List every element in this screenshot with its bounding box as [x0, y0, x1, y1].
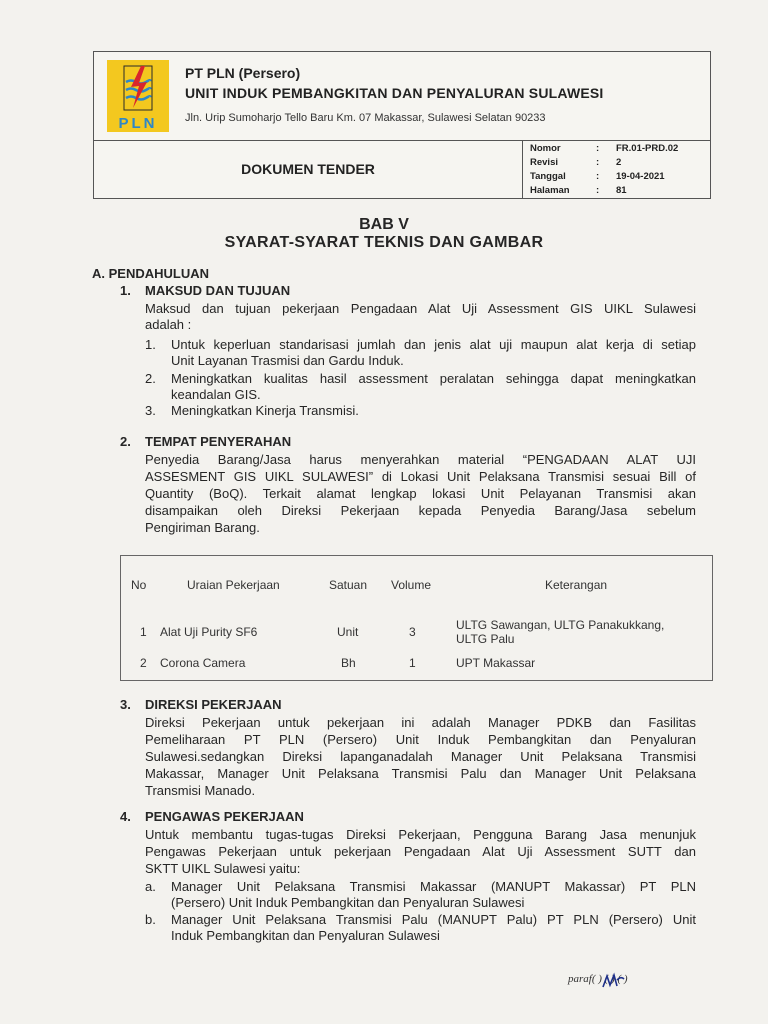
subsection-number: 4.	[120, 809, 131, 824]
table-cell-keterangan: UPT Makassar	[456, 656, 536, 670]
meta-value: FR.01-PRD.02	[616, 143, 679, 154]
header-document-row	[94, 140, 710, 198]
meta-colon: :	[596, 143, 600, 154]
subsection-number: 1.	[120, 283, 131, 298]
list-item-line: Manager Unit Pelaksana Transmisi Makassar (MANUPT Makassar) PT PLN	[171, 879, 696, 894]
list-number: 2.	[145, 371, 156, 386]
section-heading: A. PENDAHULUAN	[92, 266, 209, 281]
meta-key: Nomor	[530, 143, 561, 154]
list-item-line: Meningkatkan Kinerja Transmisi.	[171, 403, 359, 418]
paragraph-line: adalah :	[145, 317, 192, 332]
paragraph-line: Untuk membantu tugas-tugas Direksi Pekerjaan, Pengguna Barang Jasa menunjuk	[145, 827, 696, 842]
list-item-line: keandalan GIS.	[171, 387, 261, 402]
signature-icon	[600, 970, 626, 992]
list-number: 1.	[145, 337, 156, 352]
chapter-number: BAB V	[359, 216, 409, 233]
paragraph-line: SKTT UIKL Sulawesi yaitu:	[145, 861, 301, 876]
paragraph-line: Makassar, Manager Unit Pelaksana Transmisi Palu dan Manager Unit Pelaksana	[145, 766, 696, 781]
paragraph-line: Transmisi Manado.	[145, 783, 256, 798]
list-item-line: (Persero) Unit Induk Pembangkitan dan Penyaluran Sulawesi	[171, 895, 525, 910]
list-item-line: Manager Unit Pelaksana Transmisi Palu (MANUPT Palu) PT PLN (Persero) Unit	[171, 912, 696, 927]
paragraph-line: Direksi Pekerjaan untuk pekerjaan ini adalah Manager PDKB dan Fasilitas	[145, 715, 696, 730]
paragraph-line: Sulawesi.sedangkan Direksi lapanganadalah Manager Unit Pelaksana Transmisi	[145, 749, 696, 764]
meta-colon: :	[596, 171, 600, 182]
meta-key: Tanggal	[530, 171, 566, 182]
unit-name: UNIT INDUK PEMBANGKITAN DAN PENYALURAN SULAWESI	[185, 85, 604, 101]
company-address: Jln. Urip Sumoharjo Tello Baru Km. 07 Makassar, Sulawesi Selatan 90233	[185, 112, 546, 124]
table-cell-uraian: Corona Camera	[160, 656, 246, 670]
table-header-uraian: Uraian Pekerjaan	[187, 578, 280, 592]
list-letter: b.	[145, 912, 156, 927]
meta-colon: :	[596, 157, 600, 168]
paragraph-line: ASSESMENT GIS UIKL SULAWESI” di Lokasi Unit Pelaksana Transmisi sesuai Bill of	[145, 469, 696, 484]
chapter-title: SYARAT-SYARAT TEKNIS DAN GAMBAR	[224, 234, 544, 251]
paragraph-line: disampaikan oleh Direksi Pekerjaan kepada Penyedia Barang/Jasa sebelum	[145, 503, 696, 518]
paragraph-line: Penyedia Barang/Jasa harus menyerahkan material “PENGADAAN ALAT UJI	[145, 452, 696, 467]
meta-value: 81	[616, 185, 627, 196]
paragraph-line: Maksud dan tujuan pekerjaan Pengadaan Alat Uji Assessment GIS UIKL Sulawesi	[145, 301, 696, 316]
subsection-number: 3.	[120, 697, 131, 712]
subsection-title: PENGAWAS PEKERJAAN	[145, 809, 304, 824]
table-cell-satuan: Unit	[337, 625, 359, 639]
document-title: DOKUMEN TENDER	[94, 140, 523, 198]
list-item-line: Unit Layanan Trasmisi dan Gardu Induk.	[171, 353, 404, 368]
pln-logo	[107, 60, 169, 132]
meta-key: Revisi	[530, 157, 558, 168]
company-name: PT PLN (Persero)	[185, 65, 301, 81]
subsection-title: DIREKSI PEKERJAAN	[145, 697, 282, 712]
meta-value: 2	[616, 157, 622, 168]
list-item-line: Untuk keperluan standarisasi jumlah dan jenis alat uji maupun alat kerja di setiap	[171, 337, 696, 352]
table-cell-no: 1	[140, 625, 147, 639]
table-cell-keterangan: ULTG Palu	[456, 632, 515, 646]
table-header-satuan: Satuan	[329, 578, 368, 592]
table-cell-volume: 1	[409, 656, 416, 670]
meta-colon: :	[596, 185, 600, 196]
paraf-initials: paraf( ) ( ) ( )	[568, 973, 628, 985]
paragraph-line: Pengawas Pekerjaan untuk pekerjaan Pengadaan Alat Uji Assessment SUTT dan	[145, 844, 696, 859]
meta-value: 19-04-2021	[616, 171, 665, 182]
table-cell-no: 2	[140, 656, 147, 670]
meta-key: Halaman	[530, 185, 570, 196]
logo-wordmark: PLN	[118, 115, 158, 132]
table-header-volume: Volume	[391, 578, 432, 592]
subsection-title: MAKSUD DAN TUJUAN	[145, 283, 291, 298]
header-company-row	[94, 52, 710, 141]
list-item-line: Meningkatkan kualitas hasil assessment peralatan sehingga dapat meningkatkan	[171, 371, 696, 386]
list-item-line: Induk Pembangkitan dan Penyaluran Sulawesi	[171, 928, 440, 943]
meta-row	[530, 156, 678, 170]
table-header-keterangan: Keterangan	[545, 578, 608, 592]
meta-row	[530, 142, 678, 156]
table-cell-uraian: Alat Uji Purity SF6	[160, 625, 258, 639]
table-cell-satuan: Bh	[341, 656, 356, 670]
list-letter: a.	[145, 879, 156, 894]
table-cell-volume: 3	[409, 625, 416, 639]
paragraph-line: Quantity (BoQ). Terkait alamat lengkap lokasi Unit Pelayanan Transmisi akan	[145, 486, 696, 501]
paragraph-line: Pengiriman Barang.	[145, 520, 260, 535]
list-number: 3.	[145, 403, 156, 418]
document-header	[93, 51, 711, 199]
document-meta	[530, 142, 678, 198]
paragraph-line: Pemeliharaan PT PLN (Persero) Unit Induk Pembangkitan dan Penyaluran	[145, 732, 696, 747]
subsection-number: 2.	[120, 434, 131, 449]
subsection-title: TEMPAT PENYERAHAN	[145, 434, 292, 449]
table-header-no: No	[131, 578, 147, 592]
meta-row	[530, 184, 678, 198]
table-cell-keterangan: ULTG Sawangan, ULTG Panakukkang,	[456, 618, 665, 632]
meta-row	[530, 170, 678, 184]
